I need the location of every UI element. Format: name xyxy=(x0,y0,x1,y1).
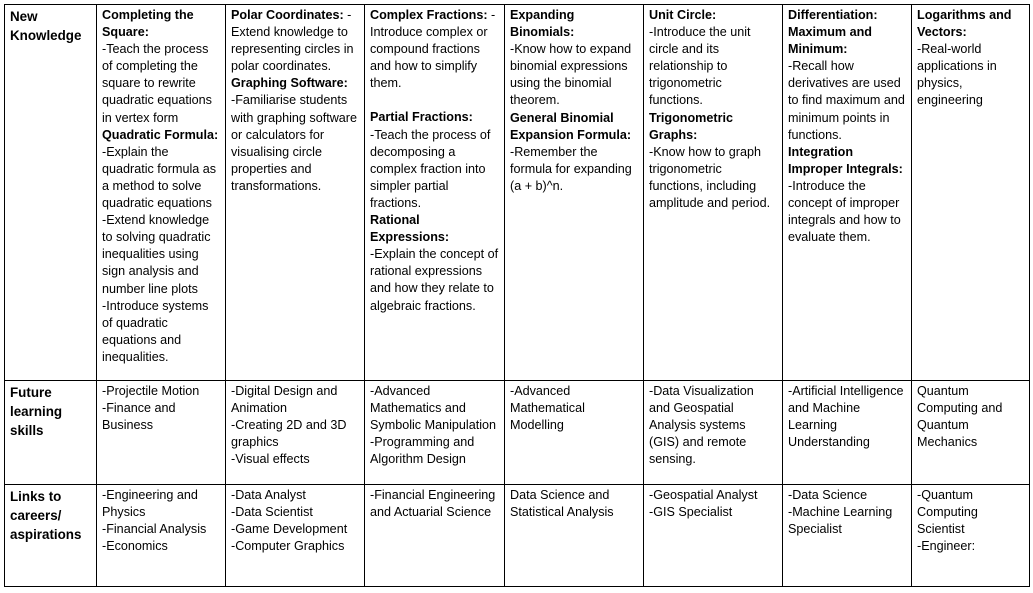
cell-calculus xyxy=(783,485,912,587)
cell-circles xyxy=(226,381,365,485)
topic-detail xyxy=(788,178,907,246)
segment-text: -Teach the process of completing the square to rewrite quadratic equations in vertex form xyxy=(102,42,212,125)
topic-detail xyxy=(649,24,778,109)
segment-text: -Explain the quadratic formula as a method to solve quadratic equations xyxy=(102,144,217,211)
topic-detail xyxy=(788,383,907,451)
cell-binomials xyxy=(505,381,644,485)
topic-detail xyxy=(788,504,907,538)
segment-text: -Creating 2D and 3D graphics xyxy=(231,418,347,450)
topic-detail xyxy=(102,538,221,555)
links-to-careers-row xyxy=(5,485,1030,587)
cell-fractions xyxy=(365,381,505,485)
cell-quadratics xyxy=(97,381,226,485)
segment-text: -Engineer: xyxy=(917,539,976,554)
cell-circles xyxy=(226,485,365,587)
segment-text: Unit Circle: xyxy=(649,8,717,22)
topic-heading xyxy=(917,7,1025,41)
segment-text: -Recall how derivatives are used to find maximum and minimum points in functions. xyxy=(788,59,905,142)
segment-text: -Data Science xyxy=(788,488,868,502)
topic-detail xyxy=(917,538,1025,555)
topic-detail xyxy=(649,504,778,521)
segment-text: -Artificial Intelligence and Machine Learning Understanding xyxy=(788,384,904,450)
segment-text: -Projectile Motion xyxy=(102,384,200,398)
future-learning-skills-row xyxy=(5,381,1030,485)
segment-text: -Advanced Mathematical Modelling xyxy=(510,384,585,433)
topic-heading xyxy=(370,212,500,246)
cell-binomials xyxy=(505,5,644,381)
topic-detail xyxy=(102,298,221,366)
segment-text: Polar Coordinates: xyxy=(231,8,344,22)
segment-text: -Finance and Business xyxy=(102,401,176,433)
segment-text: -Programming and Algorithm Design xyxy=(370,435,475,467)
topic-detail xyxy=(510,487,639,521)
topic-heading xyxy=(102,7,221,41)
segment-text: -Real-world applications in physics, engineering xyxy=(917,42,997,108)
segment-text: -Data Analyst xyxy=(231,488,306,502)
topic-detail xyxy=(231,504,360,521)
segment-text: -Machine Learning Specialist xyxy=(788,505,893,537)
cell-fractions xyxy=(365,5,505,381)
cell-calculus xyxy=(783,381,912,485)
segment-text: Expanding Binomials: xyxy=(510,8,575,40)
topic-detail xyxy=(102,212,221,297)
segment-text: -Explain the concept of rational expressions and how they relate to algebraic fractions. xyxy=(370,247,499,313)
segment-text: -Computer Graphics xyxy=(231,539,345,554)
topic-detail xyxy=(370,127,500,212)
cell-binomials xyxy=(505,485,644,587)
segment-text: Logarithms and Vectors: xyxy=(917,8,1012,40)
cell-trigonometry xyxy=(644,381,783,485)
topic-detail xyxy=(649,144,778,212)
segment-text: Rational Expressions: xyxy=(370,213,450,245)
topic-heading xyxy=(649,110,778,144)
topic-heading xyxy=(510,7,639,41)
cell-trigonometry xyxy=(644,5,783,381)
topic-detail xyxy=(231,92,360,195)
segment-text: -Teach the process of decomposing a complex fraction into simpler partial fractions. xyxy=(370,127,491,210)
topic-detail xyxy=(231,521,360,538)
segment-text: -Financial Engineering and Actuarial Science xyxy=(370,488,496,520)
segment-text: -Geospatial Analyst xyxy=(649,488,758,502)
cell-quadratics xyxy=(97,5,226,381)
topic-detail xyxy=(231,451,360,468)
segment-suffix: - Extend knowledge to representing circles in polar coordinates. xyxy=(231,8,354,74)
segment-text: -Quantum Computing Scientist xyxy=(917,488,978,537)
topic-detail xyxy=(510,383,639,434)
segment-text: Differentiation: Maximum and Minimum: xyxy=(788,8,878,57)
topic-detail xyxy=(102,400,221,434)
cell-trigonometry xyxy=(644,485,783,587)
topic-heading xyxy=(510,110,639,144)
cell-fractions xyxy=(365,485,505,587)
new-knowledge-row xyxy=(5,5,1030,381)
segment-text: -Know how to graph trigonometric functions, including amplitude and period. xyxy=(649,144,771,211)
topic-detail xyxy=(788,58,907,143)
topic-detail xyxy=(102,383,221,400)
row-header: Links to careers/ aspirations xyxy=(5,485,97,587)
topic-detail xyxy=(649,383,778,468)
segment-text: General Binomial Expansion Formula: xyxy=(510,110,632,142)
topic-detail xyxy=(370,246,500,314)
segment-text: -Financial Analysis xyxy=(102,522,207,537)
spacer xyxy=(370,92,500,109)
cell-quadratics xyxy=(97,485,226,587)
topic-detail xyxy=(510,41,639,109)
segment-text: -Data Visualization and Geospatial Analysis systems (GIS) and remote sensing. xyxy=(649,384,754,467)
topic-detail xyxy=(370,434,500,468)
segment-text: Graphing Software: xyxy=(231,76,348,91)
topic-detail xyxy=(370,487,500,521)
topic-heading xyxy=(788,7,907,58)
segment-text: -Remember the formula for expanding (a + b)^n. xyxy=(510,144,632,193)
topic-detail xyxy=(788,487,907,504)
topic-detail xyxy=(102,521,221,538)
topic-detail xyxy=(231,538,360,555)
segment-text: Quantum Computing and Quantum Mechanics xyxy=(917,384,1003,450)
topic-detail xyxy=(649,487,778,504)
cell-circles xyxy=(226,5,365,381)
topic-heading xyxy=(231,7,360,75)
topic-heading xyxy=(370,7,500,92)
cell-calculus xyxy=(783,5,912,381)
topic-heading xyxy=(788,144,907,178)
segment-text: -Know how to expand binomial expressions using the binomial theorem. xyxy=(510,42,632,108)
topic-heading xyxy=(231,75,360,92)
cell-logs-vectors xyxy=(912,5,1030,381)
segment-text: Complex Fractions: xyxy=(370,8,488,22)
segment-text: -GIS Specialist xyxy=(649,505,733,520)
topic-detail xyxy=(102,487,221,521)
segment-text: Data Science and Statistical Analysis xyxy=(510,488,614,520)
segment-text: Quadratic Formula: xyxy=(102,127,219,142)
topic-detail xyxy=(917,41,1025,109)
row-header: Future learning skills xyxy=(5,381,97,485)
segment-text: -Digital Design and Animation xyxy=(231,384,338,416)
segment-text: Partial Fractions: xyxy=(370,110,473,125)
segment-text: -Introduce the concept of improper integrals and how to evaluate them. xyxy=(788,178,901,245)
topic-heading xyxy=(102,127,221,144)
segment-text: Completing the Square: xyxy=(102,8,194,40)
segment-text: -Data Scientist xyxy=(231,505,313,520)
row-header: New Knowledge xyxy=(5,5,97,381)
segment-text: -Economics xyxy=(102,539,168,554)
topic-detail xyxy=(102,41,221,126)
segment-text: -Engineering and Physics xyxy=(102,488,198,520)
cell-logs-vectors xyxy=(912,381,1030,485)
segment-text: -Introduce the unit circle and its relationship to trigonometric functions. xyxy=(649,25,751,108)
segment-text: Integration Improper Integrals: xyxy=(788,144,903,176)
topic-detail xyxy=(370,383,500,434)
topic-detail xyxy=(231,417,360,451)
topic-detail xyxy=(917,383,1025,451)
segment-text: -Advanced Mathematics and Symbolic Manipulation xyxy=(370,384,496,433)
curriculum-table xyxy=(4,4,1030,587)
segment-text: -Familiarise students with graphing software or calculators for visualising circle properties and transformations. xyxy=(231,93,358,193)
segment-text: -Extend knowledge to solving quadratic inequalities using sign analysis and number line plots xyxy=(102,213,211,296)
topic-detail xyxy=(102,144,221,212)
segment-text: Trigonometric Graphs: xyxy=(649,110,733,142)
topic-detail xyxy=(510,144,639,195)
topic-detail xyxy=(231,383,360,417)
segment-text: -Game Development xyxy=(231,522,348,537)
topic-detail xyxy=(231,487,360,504)
segment-suffix: - Introduce complex or compound fractions and how to simplify them. xyxy=(370,8,496,91)
topic-heading xyxy=(370,109,500,126)
segment-text: -Introduce systems of quadratic equations and inequalities. xyxy=(102,298,209,364)
cell-logs-vectors xyxy=(912,485,1030,587)
segment-text: -Visual effects xyxy=(231,452,310,467)
topic-detail xyxy=(917,487,1025,538)
topic-heading xyxy=(649,7,778,24)
